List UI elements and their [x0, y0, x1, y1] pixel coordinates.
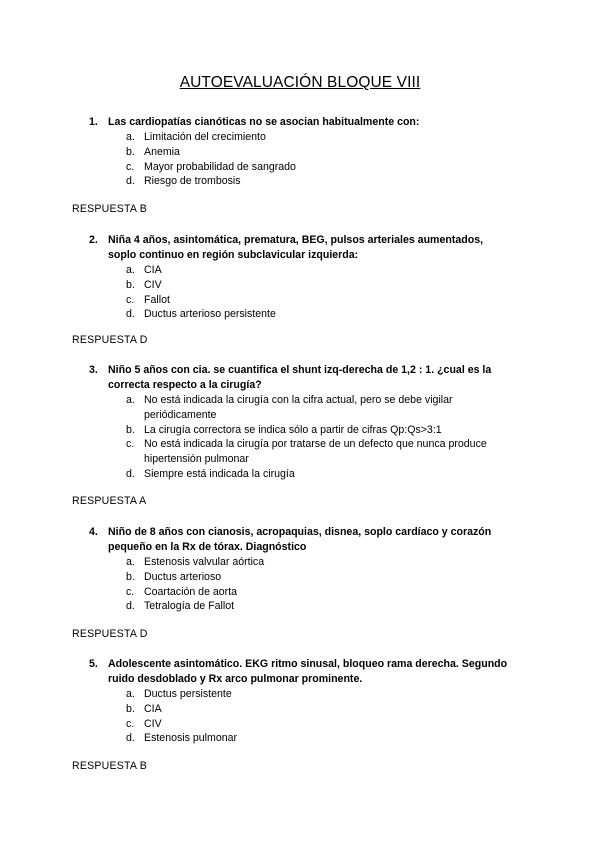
question-stem: Adolescente asintomático. EKG ritmo sinusal, bloqueo rama derecha. Segundo ruido desdoblado y Rx arco pulmonar prominente. — [108, 658, 508, 685]
option-list — [126, 687, 516, 746]
answer-2: RESPUESTA D — [72, 334, 148, 346]
option-text: Ductus arterioso persistente — [144, 308, 276, 321]
question-number: 3. — [89, 364, 98, 376]
question-text — [89, 233, 514, 263]
option — [126, 145, 516, 160]
option — [126, 293, 516, 308]
question-number: 4. — [89, 526, 98, 538]
answer-3: RESPUESTA A — [72, 495, 147, 507]
option-letter: a. — [126, 264, 135, 276]
option-letter: a. — [126, 556, 135, 568]
option-text: Anemia — [144, 145, 180, 158]
option-letter: d. — [126, 175, 135, 188]
option-letter: b. — [126, 423, 135, 436]
option-letter: c. — [126, 160, 135, 173]
option-text: Siempre está indicada la cirugía — [144, 467, 295, 480]
question-stem: Las cardiopatías cianóticas no se asocian habitualmente con: — [108, 116, 420, 128]
question-1 — [0, 115, 600, 189]
option-text: CIA — [144, 702, 162, 715]
option-text: CIV — [144, 278, 162, 291]
option — [126, 423, 516, 438]
option — [126, 307, 516, 322]
option — [126, 174, 516, 189]
option — [126, 467, 516, 482]
option-letter: b. — [126, 145, 135, 158]
option — [126, 160, 516, 175]
option-letter: d. — [126, 732, 135, 745]
answer-5: RESPUESTA B — [72, 760, 148, 772]
option-letter: a. — [126, 688, 135, 700]
option — [126, 687, 516, 702]
option-text: Tetralogía de Fallot — [144, 600, 235, 613]
option-letter: b. — [126, 278, 135, 291]
question-number: 1. — [89, 116, 98, 128]
option — [126, 585, 516, 600]
option-letter: d. — [126, 467, 135, 480]
question-text — [89, 657, 514, 687]
option-letter: d. — [126, 308, 135, 321]
option-letter: b. — [126, 702, 135, 715]
option-letter: c. — [126, 293, 135, 306]
option-text: No está indicada la cirugía por tratarse de un defecto que nunca produce hipertensión pulmonar — [144, 438, 487, 466]
option — [126, 702, 516, 717]
answer-4: RESPUESTA D — [72, 628, 148, 640]
option-letter: c. — [126, 585, 135, 598]
option-list — [126, 130, 516, 189]
answer-1: RESPUESTA B — [72, 203, 148, 215]
option-letter: c. — [126, 717, 135, 730]
option-letter: c. — [126, 438, 135, 451]
question-number: 2. — [89, 234, 98, 246]
question-4 — [0, 525, 600, 614]
option — [126, 393, 516, 423]
option — [126, 130, 516, 145]
option-text: La cirugía correctora se indica sólo a partir de cifras Qp:Qs>3:1 — [144, 423, 442, 436]
option-text: Estenosis valvular aórtica — [144, 556, 265, 568]
option-text: Riesgo de trombosis — [144, 175, 241, 188]
question-text — [89, 363, 514, 393]
option — [126, 278, 516, 293]
page-title: AUTOEVALUACIÓN BLOQUE VIII — [179, 74, 421, 91]
option-letter: b. — [126, 570, 135, 583]
option-list — [126, 555, 516, 614]
question-stem: Niño 5 años con cia. se cuantifica el shunt izq-derecha de 1,2 : 1. ¿cual es la correcta respecto a la cirugía? — [108, 364, 492, 391]
option — [126, 570, 516, 585]
option-text: CIV — [144, 717, 162, 730]
question-text — [89, 525, 514, 555]
option-text: Fallot — [144, 293, 170, 306]
option-letter: d. — [126, 600, 135, 613]
question-stem: Niño de 8 años con cianosis, acropaquias, disnea, soplo cardíaco y corazón pequeño en la Rx de tórax. Diagnóstico — [108, 526, 492, 553]
question-2 — [0, 233, 600, 322]
option — [126, 599, 516, 614]
question-text — [89, 115, 514, 130]
question-5 — [0, 657, 600, 746]
option-text: No está indicada la cirugía con la cifra actual, pero se debe vigilar periódicamente — [144, 394, 453, 421]
option-list — [126, 393, 516, 482]
option — [126, 263, 516, 278]
question-number: 5. — [89, 658, 98, 670]
option-letter: a. — [126, 131, 135, 143]
option-text: Limitación del crecimiento — [144, 131, 266, 143]
option — [126, 717, 516, 732]
option-text: Mayor probabilidad de sangrado — [144, 160, 296, 173]
option-list — [126, 263, 516, 322]
question-stem: Niña 4 años, asintomática, prematura, BEG, pulsos arteriales aumentados, soplo continuo en región subclavicular izquierda: — [108, 234, 484, 261]
option-letter: a. — [126, 394, 135, 406]
option — [126, 555, 516, 570]
option-text: CIA — [144, 264, 162, 276]
option-text: Estenosis pulmonar — [144, 732, 238, 745]
option-text: Coartación de aorta — [144, 585, 238, 598]
option — [126, 731, 516, 746]
question-3 — [0, 363, 600, 482]
option — [126, 437, 516, 467]
option-text: Ductus arterioso — [144, 570, 222, 583]
option-text: Ductus persistente — [144, 688, 232, 700]
